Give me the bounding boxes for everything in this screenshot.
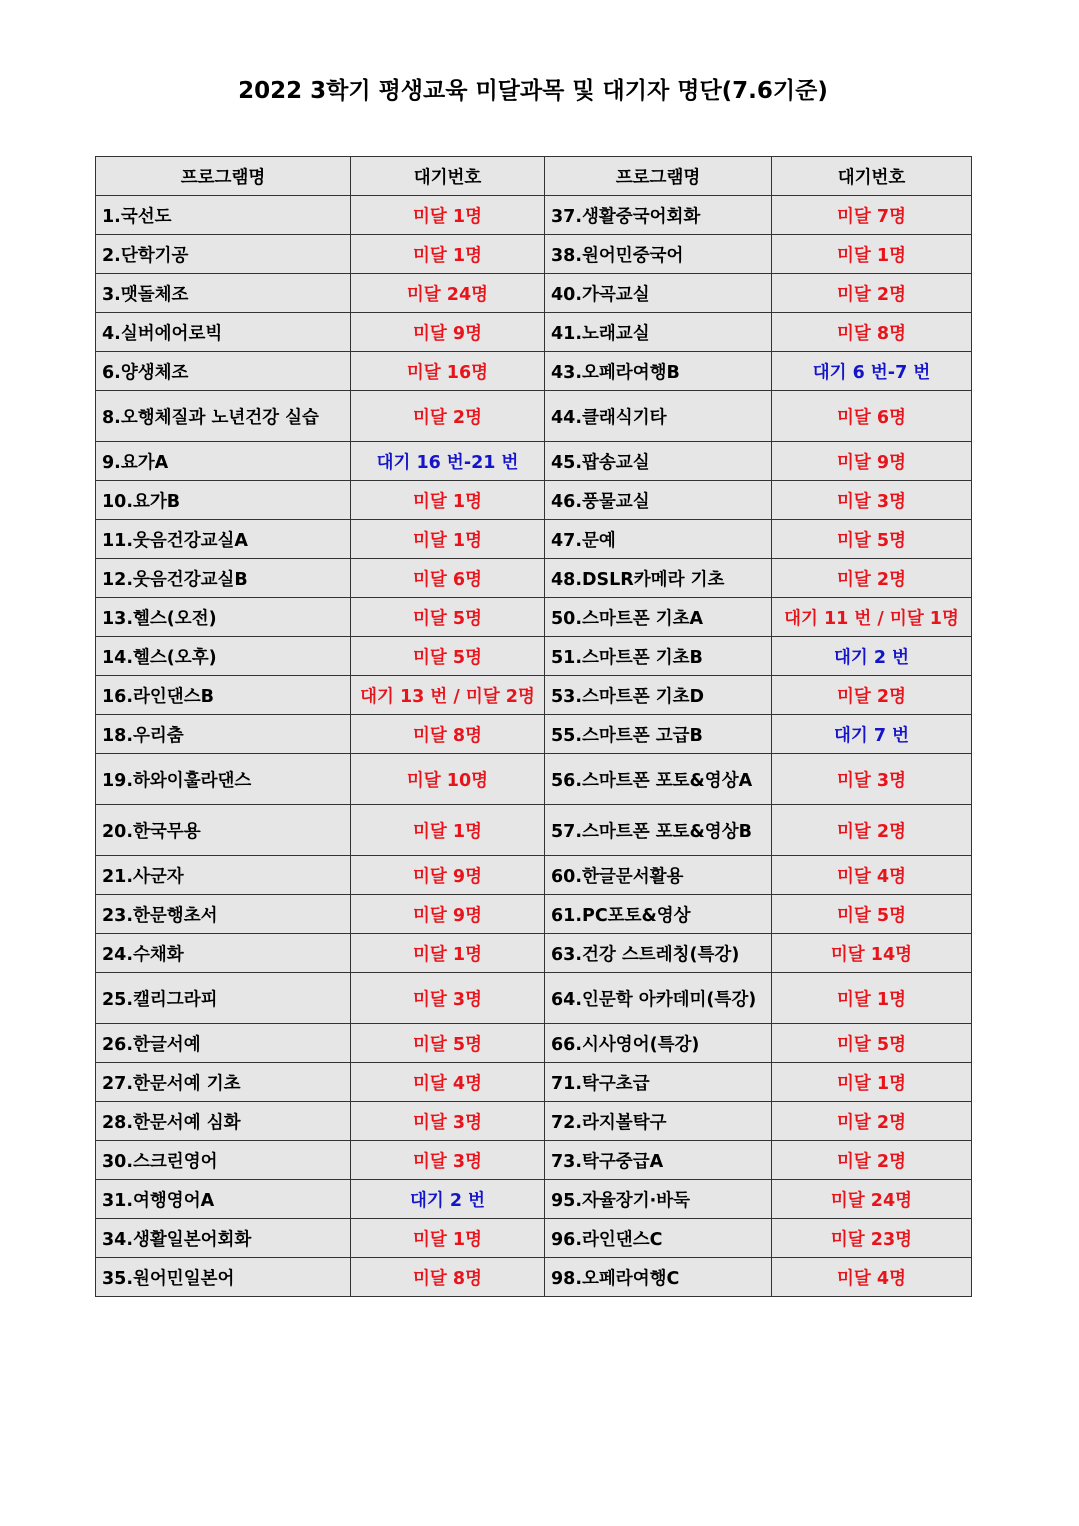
program-name-left: 26.한글서예: [96, 1024, 351, 1063]
roster-body: [96, 196, 972, 1297]
status-left: 미달 5명: [351, 598, 545, 637]
program-name-right: 61.PC포토&영상: [545, 895, 772, 934]
program-name-left: 19.하와이훌라댄스: [96, 754, 351, 805]
status-left: 미달 1명: [351, 934, 545, 973]
program-name-left: 30.스크린영어: [96, 1141, 351, 1180]
status-left: 미달 5명: [351, 1024, 545, 1063]
status-left: 미달 2명: [351, 391, 545, 442]
header-wait-number-left: 대기번호: [351, 157, 545, 196]
table-row: [96, 481, 972, 520]
program-name-left: 18.우리춤: [96, 715, 351, 754]
program-name-right: 60.한글문서활용: [545, 856, 772, 895]
program-name-right: 51.스마트폰 기초B: [545, 637, 772, 676]
program-name-right: 37.생활중국어회화: [545, 196, 772, 235]
table-row: [96, 1219, 972, 1258]
status-right: 미달 5명: [772, 1024, 972, 1063]
status-right: 미달 3명: [772, 481, 972, 520]
program-name-left: 2.단학기공: [96, 235, 351, 274]
table-row: [96, 235, 972, 274]
program-name-left: 21.사군자: [96, 856, 351, 895]
status-left: 미달 8명: [351, 1258, 545, 1297]
status-left: 미달 9명: [351, 856, 545, 895]
table-row: [96, 754, 972, 805]
table-row: [96, 559, 972, 598]
program-name-right: 41.노래교실: [545, 313, 772, 352]
roster-table: [95, 156, 972, 1297]
status-left: 미달 6명: [351, 559, 545, 598]
program-name-right: 66.시사영어(특강): [545, 1024, 772, 1063]
header-program-name-right: 프로그램명: [545, 157, 772, 196]
program-name-left: 14.헬스(오후): [96, 637, 351, 676]
table-row: [96, 442, 972, 481]
status-left: 미달 8명: [351, 715, 545, 754]
program-name-left: 24.수채화: [96, 934, 351, 973]
program-name-right: 95.자율장기·바둑: [545, 1180, 772, 1219]
header-program-name-left: 프로그램명: [96, 157, 351, 196]
status-left: 미달 16명: [351, 352, 545, 391]
program-name-left: 27.한문서예 기초: [96, 1063, 351, 1102]
status-right: 미달 23명: [772, 1219, 972, 1258]
table-row: [96, 1063, 972, 1102]
status-right: 미달 4명: [772, 856, 972, 895]
table-row: [96, 1141, 972, 1180]
status-right: 미달 24명: [772, 1180, 972, 1219]
status-left: 미달 1명: [351, 805, 545, 856]
table-row: [96, 805, 972, 856]
program-name-right: 71.탁구초급: [545, 1063, 772, 1102]
program-name-right: 98.오페라여행C: [545, 1258, 772, 1297]
table-row: [96, 598, 972, 637]
program-name-right: 45.팝송교실: [545, 442, 772, 481]
program-name-right: 72.라지볼탁구: [545, 1102, 772, 1141]
page-title: 2022 3학기 평생교육 미달과목 및 대기자 명단(7.6기준): [238, 78, 828, 104]
status-left: 미달 1명: [351, 481, 545, 520]
status-right: 미달 5명: [772, 895, 972, 934]
table-header-row: [96, 157, 972, 196]
status-right: 미달 2명: [772, 274, 972, 313]
table-row: [96, 973, 972, 1024]
status-left: 미달 9명: [351, 895, 545, 934]
status-right: 미달 1명: [772, 1063, 972, 1102]
program-name-right: 55.스마트폰 고급B: [545, 715, 772, 754]
program-name-left: 10.요가B: [96, 481, 351, 520]
status-right: 미달 7명: [772, 196, 972, 235]
status-left: 미달 1명: [351, 1219, 545, 1258]
status-left: 미달 3명: [351, 1141, 545, 1180]
table-row: [96, 1102, 972, 1141]
table-row: [96, 196, 972, 235]
program-name-left: 12.웃음건강교실B: [96, 559, 351, 598]
program-name-right: 43.오페라여행B: [545, 352, 772, 391]
program-name-left: 6.양생체조: [96, 352, 351, 391]
table-row: [96, 934, 972, 973]
program-name-right: 38.원어민중국어: [545, 235, 772, 274]
status-right: 미달 9명: [772, 442, 972, 481]
program-name-left: 3.맷돌체조: [96, 274, 351, 313]
program-name-left: 20.한국무용: [96, 805, 351, 856]
program-name-right: 96.라인댄스C: [545, 1219, 772, 1258]
status-right: 미달 1명: [772, 235, 972, 274]
status-left: 미달 1명: [351, 235, 545, 274]
table-row: [96, 520, 972, 559]
table-row: [96, 856, 972, 895]
status-right: 미달 2명: [772, 1141, 972, 1180]
status-right: 미달 8명: [772, 313, 972, 352]
status-right: 대기 6 번-7 번: [772, 352, 972, 391]
program-name-left: 1.국선도: [96, 196, 351, 235]
status-right: 대기 2 번: [772, 637, 972, 676]
program-name-left: 35.원어민일본어: [96, 1258, 351, 1297]
status-left: 대기 2 번: [351, 1180, 545, 1219]
table-row: [96, 313, 972, 352]
program-name-right: 64.인문학 아카데미(특강): [545, 973, 772, 1024]
status-left: 미달 1명: [351, 196, 545, 235]
status-right: 미달 3명: [772, 754, 972, 805]
status-right: 미달 2명: [772, 1102, 972, 1141]
program-name-left: 9.요가A: [96, 442, 351, 481]
status-right: 미달 1명: [772, 973, 972, 1024]
status-right: 미달 2명: [772, 676, 972, 715]
status-left: 대기 16 번-21 번: [351, 442, 545, 481]
program-name-right: 47.문예: [545, 520, 772, 559]
program-name-right: 57.스마트폰 포토&영상B: [545, 805, 772, 856]
program-name-left: 28.한문서예 심화: [96, 1102, 351, 1141]
program-name-right: 50.스마트폰 기초A: [545, 598, 772, 637]
status-right: 미달 2명: [772, 559, 972, 598]
status-right: 대기 7 번: [772, 715, 972, 754]
table-row: [96, 637, 972, 676]
program-name-right: 46.풍물교실: [545, 481, 772, 520]
table-row: [96, 352, 972, 391]
table-row: [96, 274, 972, 313]
status-left: 대기 13 번 / 미달 2명: [351, 676, 545, 715]
program-name-left: 25.캘리그라피: [96, 973, 351, 1024]
status-left: 미달 24명: [351, 274, 545, 313]
status-left: 미달 3명: [351, 1102, 545, 1141]
status-right: 대기 11 번 / 미달 1명: [772, 598, 972, 637]
program-name-left: 13.헬스(오전): [96, 598, 351, 637]
program-name-left: 16.라인댄스B: [96, 676, 351, 715]
table-row: [96, 1258, 972, 1297]
program-name-right: 40.가곡교실: [545, 274, 772, 313]
header-wait-number-right: 대기번호: [772, 157, 972, 196]
status-right: 미달 5명: [772, 520, 972, 559]
program-name-left: 31.여행영어A: [96, 1180, 351, 1219]
program-name-right: 56.스마트폰 포토&영상A: [545, 754, 772, 805]
status-right: 미달 6명: [772, 391, 972, 442]
program-name-right: 44.클래식기타: [545, 391, 772, 442]
table-row: [96, 1180, 972, 1219]
program-name-right: 73.탁구중급A: [545, 1141, 772, 1180]
program-name-right: 63.건강 스트레칭(특강): [545, 934, 772, 973]
status-right: 미달 4명: [772, 1258, 972, 1297]
table-row: [96, 895, 972, 934]
program-name-left: 11.웃음건강교실A: [96, 520, 351, 559]
status-left: 미달 1명: [351, 520, 545, 559]
status-right: 미달 14명: [772, 934, 972, 973]
status-left: 미달 10명: [351, 754, 545, 805]
status-right: 미달 2명: [772, 805, 972, 856]
program-name-left: 34.생활일본어회화: [96, 1219, 351, 1258]
status-left: 미달 5명: [351, 637, 545, 676]
table-row: [96, 1024, 972, 1063]
program-name-left: 8.오행체질과 노년건강 실습: [96, 391, 351, 442]
table-row: [96, 676, 972, 715]
program-name-left: 4.실버에어로빅: [96, 313, 351, 352]
program-name-right: 48.DSLR카메라 기초: [545, 559, 772, 598]
status-left: 미달 3명: [351, 973, 545, 1024]
table-row: [96, 715, 972, 754]
status-left: 미달 4명: [351, 1063, 545, 1102]
program-name-left: 23.한문행초서: [96, 895, 351, 934]
program-name-right: 53.스마트폰 기초D: [545, 676, 772, 715]
status-left: 미달 9명: [351, 313, 545, 352]
table-row: [96, 391, 972, 442]
